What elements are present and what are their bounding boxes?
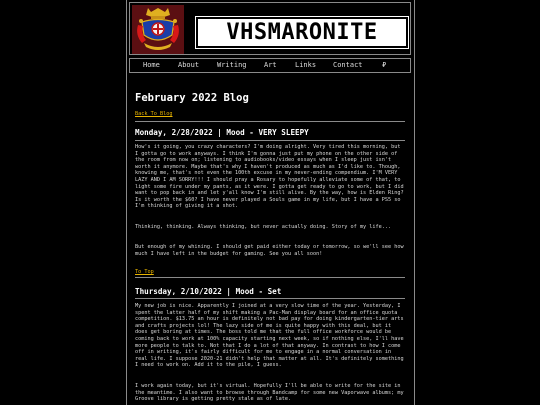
entry-title: Monday, 2/28/2022 | Mood - VERY SLEEPY	[135, 128, 309, 137]
entry-paragraph: But enough of my whining. I should get paid either today or tomorrow, so we'll see how much I have left in the budget for gaming. See you all soon!	[135, 244, 404, 257]
nav-contact[interactable]: Contact	[333, 61, 363, 69]
entry-paragraph: How's it going, you crazy characters? I'm doing alright. Very tired this morning, but I gotta go to work anyways. I think I'm gonna just put my phone on the other side of the room from now on; listening to audiobooks/video essays when I sleep just isn't worth it anymore. Maybe that's why I haven't produced as much as I'd like to. Though, knowing me, that's not even the 100th excuse in my never-ending compendium. I'M VERY LAZY AND I AM SORRY!!! I should pray a Rosary to hopefully alleviate some of that, to light some fire under my pants, as it were. I gotta get ready to go to work, but I did want to pop back in and let y'all know I'm still alive. By the way, how is Elden Ring? Is it worth the $60? I have never played a Souls game in my life, but I have a PS5 so I'm thinking of giving it a shot.	[135, 144, 404, 210]
entry-paragraph: My new job is nice. Apparently I joined at a very slow time of the year. Yesterday, I spent the latter half of my shift making a Pac-Man display board for an office quota competition. $13.75 an hour is definitely not bad pay for doing kindergarten-tier arts and crafts projects lol! The lazy side of me is quite happy with this deal, but it does get boring at times. The boss told me that the full office workforce would be coming back to work at 100% capacity starting next week, so if nothing else, I'll have more people to talk to. Not that I do a lot of that anyway. In contrast to how I come off in writing, it's fairly difficult for me to engage in a normal conversation in real life. I suppose 2020-21 didn't help that matter at all. It's definitely something I need to work on. Add it to the pile, I guess.	[135, 303, 404, 369]
crest-emblem-icon	[132, 5, 184, 54]
entry-paragraph: I work again today, but it's virtual. Hopefully I'll be able to write for the site in the meantime. I also want to browse through Bandcamp for some new Vaporwave albums; my Groove library is getting pretty stale as of late.	[135, 383, 404, 403]
nav-writing[interactable]: Writing	[217, 61, 247, 69]
page-container	[126, 0, 415, 405]
site-banner	[129, 2, 411, 55]
nav-links[interactable]: Links	[295, 61, 317, 69]
nav-extra[interactable]: ₽	[382, 61, 387, 69]
site-title-box[interactable]	[196, 17, 408, 48]
divider	[135, 140, 405, 141]
divider	[135, 298, 405, 299]
divider	[135, 277, 405, 278]
to-top-link[interactable]: To Top	[135, 269, 154, 275]
entry-paragraph: Thinking, thinking. Always thinking, but never actually doing. Story of my life...	[135, 224, 392, 230]
nav-home[interactable]: Home	[143, 61, 160, 69]
site-title: VHSMARONITE	[226, 20, 378, 45]
nav-bar	[129, 58, 411, 73]
divider	[135, 121, 405, 122]
back-to-blog-link[interactable]: Back To Blog	[135, 111, 173, 117]
entry-title: Thursday, 2/10/2022 | Mood - Set	[135, 287, 282, 296]
blog-content	[135, 92, 405, 403]
nav-about[interactable]: About	[178, 61, 200, 69]
page-title: February 2022 Blog	[135, 92, 249, 104]
nav-art[interactable]: Art	[264, 61, 277, 69]
